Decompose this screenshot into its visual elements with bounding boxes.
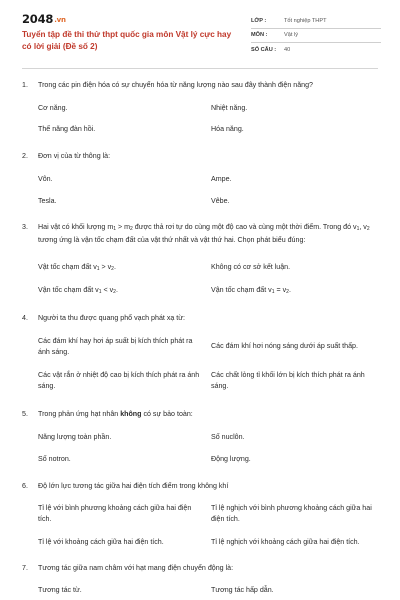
meta-label: MÔN : <box>251 32 268 39</box>
question-number: 4. <box>22 314 28 322</box>
meta-value: 40 <box>284 47 291 54</box>
meta-label: SỐ CÂU : <box>251 47 277 54</box>
page-title: Tuyển tập đề thi thử thpt quốc gia môn Vật lý cực hay có lời giải (Đề số 2) <box>22 30 232 51</box>
answer-option[interactable]: Tỉ lệ nghịch với khoảng cách giữa hai điện tích. <box>211 538 360 546</box>
question-number: 3. <box>22 223 28 231</box>
answer-option[interactable]: Tương tác hấp dẫn. <box>211 586 274 594</box>
question-2 <box>22 151 378 162</box>
question-3 <box>22 222 378 246</box>
meta-value: Tốt nghiệp THPT <box>284 17 327 24</box>
question-text: Độ lớn lực tương tác giữa hai điện tích điểm trong không khí <box>38 482 229 490</box>
answer-option[interactable]: Tỉ lệ với bình phương khoảng cách giữa hai điện tích. <box>38 504 192 523</box>
answer-option[interactable]: Tỉ lệ với khoảng cách giữa hai điện tích. <box>38 538 164 546</box>
meta-value: Vật lý <box>284 32 298 39</box>
question-number: 7. <box>22 564 28 572</box>
question-7 <box>22 563 378 574</box>
logo-suffix: .vn <box>54 16 66 24</box>
answer-option[interactable]: Vêbe. <box>211 197 230 205</box>
question-text: Trong phản ứng hạt nhân không có sự bảo toàn: <box>38 410 193 418</box>
question-6 <box>22 481 378 492</box>
question-4 <box>22 313 378 324</box>
answer-option[interactable]: Các vật rắn ở nhiệt độ cao bị kích thích phát ra ánh sáng. <box>38 371 200 390</box>
question-text: Tương tác giữa nam châm với hạt mang điện chuyển động là: <box>38 564 234 572</box>
question-text: Người ta thu được quang phổ vạch phát xạ từ: <box>38 314 185 322</box>
answer-option[interactable]: Tesla. <box>38 197 57 205</box>
meta-label: LỚP : <box>251 17 267 24</box>
answer-option[interactable]: Năng lượng toàn phần. <box>38 433 112 441</box>
answer-option[interactable]: Tỉ lệ nghịch với bình phương khoảng cách giữa hai điện tích. <box>211 504 372 523</box>
question-text: Hai vật có khối lượng $m_1 > m_2$ được thả rơi tự do cùng một độ cao và cùng một thời điểm. Trong đó $v_1$, $v_2$ tương ứng là vận tốc chạm đất của vật thứ nhất và vật thứ hai. Chọn phát biểu đúng: <box>38 223 370 244</box>
answer-option[interactable]: Vận tốc chạm đất $v_1 = v_2$. <box>211 286 291 295</box>
answer-option[interactable]: Số nuclôn. <box>211 433 245 441</box>
answer-option[interactable]: Cơ năng. <box>38 104 68 112</box>
question-text: Trong các pin điện hóa có sự chuyển hóa từ năng lượng nào sau đây thành điện năng? <box>38 81 313 89</box>
logo-text: 2048 <box>22 12 54 26</box>
question-number: 5. <box>22 410 28 418</box>
answer-option[interactable]: Vận tốc chạm đất $v_1 < v_2$. <box>38 286 118 295</box>
answer-option[interactable]: Thế năng đàn hồi. <box>38 125 96 133</box>
answer-option[interactable]: Các chất lỏng tỉ khối lớn bị kích thích phát ra ánh sáng. <box>211 371 365 390</box>
question-5 <box>22 409 378 420</box>
question-1 <box>22 80 378 91</box>
answer-option[interactable]: Vật tốc chạm đất $v_1 > v_2$. <box>38 263 116 272</box>
answer-option[interactable]: Số notron. <box>38 455 71 463</box>
question-number: 6. <box>22 482 28 490</box>
answer-option[interactable]: Động lượng. <box>211 455 251 463</box>
answer-option[interactable]: Tương tác từ. <box>38 586 82 594</box>
question-text: Đơn vị của từ thông là: <box>38 152 111 160</box>
answer-option[interactable]: Nhiệt năng. <box>211 104 248 112</box>
answer-option[interactable]: Không có cơ sở kết luận. <box>211 263 291 271</box>
answer-option[interactable]: Vôn. <box>38 175 53 183</box>
question-number: 2. <box>22 152 28 160</box>
answer-option[interactable]: Hóa năng. <box>211 125 244 133</box>
answer-option[interactable]: Các đám khí hơi nóng sáng dưới áp suất thấp. <box>211 342 358 350</box>
answer-option[interactable]: Ampe. <box>211 175 232 183</box>
question-number: 1. <box>22 81 28 89</box>
answer-option[interactable]: Các đám khí hay hơi áp suất bị kích thích phát ra ánh sáng. <box>38 337 193 356</box>
